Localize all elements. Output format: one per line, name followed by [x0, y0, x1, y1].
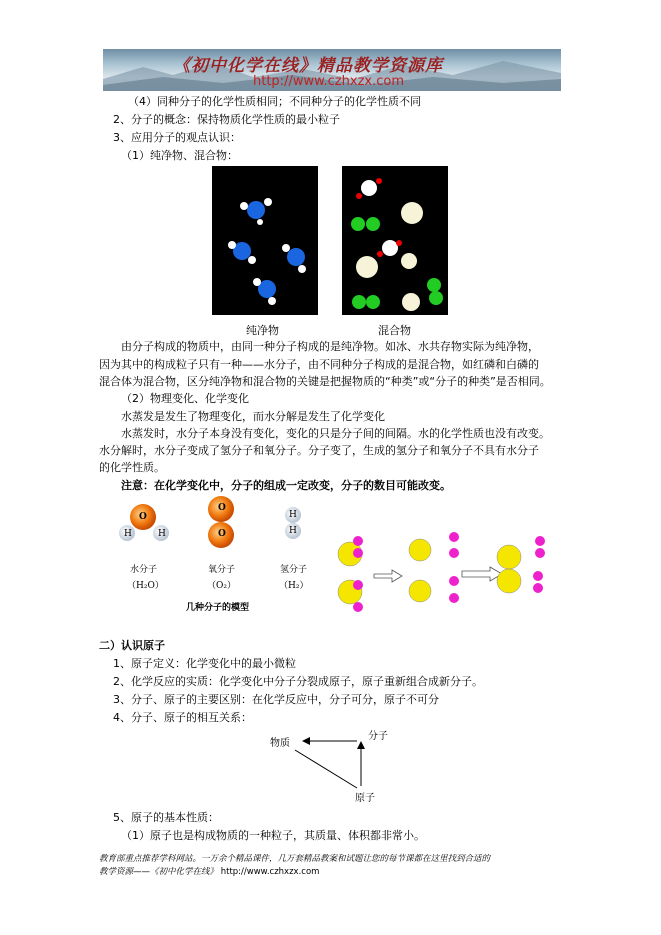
- mixture-figure: [342, 166, 448, 315]
- models-caption: 几种分子的模型: [186, 603, 250, 613]
- relation-matter: 物质: [270, 738, 290, 749]
- water-name: 水分子: [130, 565, 158, 575]
- text-line: 4、分子、原子的相互关系：: [113, 711, 252, 724]
- text-line: （1）原子也是构成物质的一种粒子，其质量、体积都非常小。: [121, 829, 425, 842]
- atom-label-h: H: [124, 529, 132, 539]
- oxygen-name: 氧分子: [208, 565, 236, 575]
- atom-label-h: H: [289, 510, 297, 520]
- text-line: 3、应用分子的观点认识：: [113, 131, 241, 144]
- oxygen-formula: （O₂）: [207, 581, 236, 591]
- atom-label-h: H: [289, 526, 297, 536]
- separated-atoms: [409, 532, 459, 603]
- atom-label-o: O: [139, 512, 147, 522]
- hydrogen-name: 氢分子: [280, 565, 308, 575]
- atom-label-o: O: [218, 503, 226, 513]
- text-line: 的化学性质。: [99, 461, 165, 474]
- banner-url[interactable]: http://www.czhxzx.com: [253, 74, 404, 89]
- banner-title: 《初中化学在线》精品教学资源库: [173, 56, 443, 76]
- text-line: 混合体为混合物，区分纯净物和混合物的关键是把握物质的“种类”或“分子的种类”是否相同。: [99, 375, 551, 388]
- pure-caption: 纯净物: [246, 324, 279, 337]
- section-heading: 二）认识原子: [99, 639, 165, 652]
- text-line: 水蒸发时，水分子本身没有变化，变化的只是分子间的间隔。水的化学性质也没有改变。: [121, 427, 550, 440]
- reactant-molecules: [338, 536, 363, 612]
- text-line: 5、原子的基本性质：: [113, 811, 219, 824]
- atom-label-h: H: [158, 529, 166, 539]
- text-line: 2、分子的概念：保持物质化学性质的最小粒子: [113, 113, 340, 126]
- product-molecules: [497, 536, 545, 593]
- relation-molecule: 分子: [368, 731, 388, 742]
- text-line: 1、原子定义：化学变化中的最小微粒: [113, 657, 296, 670]
- footer-line: 教育部重点推荐学科网站。一万余个精品课件，几万套精品教案和试题让您的每节课都在这里找到合适的: [99, 854, 491, 864]
- arrow-right-icon: [462, 567, 502, 581]
- mixture-caption: 混合物: [378, 324, 411, 337]
- note-line: 注意：在化学变化中，分子的组成一定改变，分子的数目可能改变。: [121, 479, 451, 492]
- water-formula: （H₂O）: [127, 581, 164, 591]
- footer-url[interactable]: http://www.czhxzx.com: [220, 867, 320, 877]
- reaction-diagram: [330, 525, 560, 621]
- text-line: （2）物理变化、化学变化: [121, 392, 249, 405]
- text-line: （4）同种分子的化学性质相同；不同种分子的化学性质不同: [128, 95, 421, 108]
- text-line: 水分解时，水分子变成了氢分子和氧分子。分子变了，生成的氢分子和氧分子不具有水分子: [99, 444, 539, 457]
- text-line: 因为其中的构成粒子只有一种——水分子，由不同种分子构成的是混合物，如红磷和白磷的: [99, 358, 539, 371]
- hydrogen-formula: （H₂）: [279, 581, 309, 591]
- text-line: 2、化学反应的实质：化学变化中分子分裂成原子，原子重新组合成新分子。: [113, 675, 483, 688]
- text-line: 由分子构成的物质中，由同一种分子构成的是纯净物。如冰、水共存物实际为纯净物，: [121, 340, 539, 353]
- text-line: （1）纯净物、混合物：: [121, 149, 238, 162]
- text-line: 3、分子、原子的主要区别：在化学反应中，分子可分，原子不可分: [113, 693, 439, 706]
- header-banner: [103, 49, 561, 91]
- arrow-right-icon: [374, 570, 402, 582]
- relation-atom: 原子: [355, 793, 375, 804]
- footer-line: [99, 866, 319, 879]
- atom-label-o: O: [218, 529, 226, 539]
- pure-substance-figure: [212, 166, 318, 315]
- text-line: 水蒸发是发生了物理变化，而水分解是发生了化学变化: [121, 410, 385, 423]
- footer-text: 教学资源——《初中化学在线》: [99, 867, 219, 877]
